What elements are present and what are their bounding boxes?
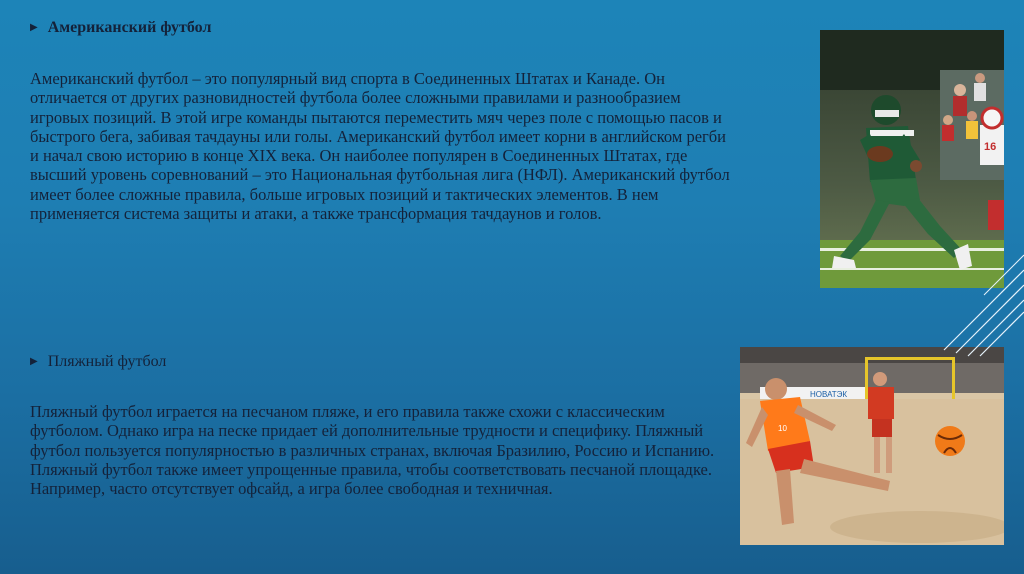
american-football-paragraph: Американский футбол – это популярный вид спорта в Соединенных Штатах и Канаде. Он отличается от других разновидностей футбола более сложными правилами и разнообразием игровых позиций. В этой игре команды пытаются переместить мяч через поле с помощью пасов и быстрого бега, забивая тачдауны или голы. Американский футбол имеет корни в английском регби и начал свою историю в конце XIX века. Он наиболее популярен в Соединенных Штатах, где высший уровень соревнований – это Национальная футбольная лига (НФЛ). Американский футбол имеет более сложные правила, больше игровых позиций и тактических элементов. В нем применяется система защиты и атаки, а также трансформация тачдаунов и голов. (30, 69, 730, 224)
decorative-diagonal-lines (934, 250, 1024, 360)
beach-soccer-paragraph: Пляжный футбол играется на песчаном пляже, и его правила также схожи с классическим футболом. Однако игра на песке придает ей дополнительные трудности и специфику. Пляжный футбол пользуется популярностью в различных странах, включая Бразилию, Россию и Испанию. Пляжный футбол также имеет упрощенные правила, чтобы соответствовать песчаной площадке. Например, часто отсутствует офсайд, а игра более свободная и техничная. (30, 402, 715, 499)
opponent-jersey-number: 16 (984, 141, 997, 153)
bullet-triangle-icon: ▶ (30, 356, 38, 367)
player-shirt-number: 10 (778, 424, 787, 433)
section-heading-beach-soccer (30, 352, 166, 372)
section-heading-text: Пляжный футбол (47, 353, 167, 370)
section-heading-american-football (30, 18, 211, 38)
beach-soccer-photo-illustration (740, 347, 1004, 545)
bullet-triangle-icon: ▶ (30, 22, 38, 33)
arena-banner-text: НОВАТЭК (810, 390, 848, 399)
beach-soccer-photo (740, 347, 1004, 545)
section-heading-text: Американский футбол (47, 19, 212, 36)
